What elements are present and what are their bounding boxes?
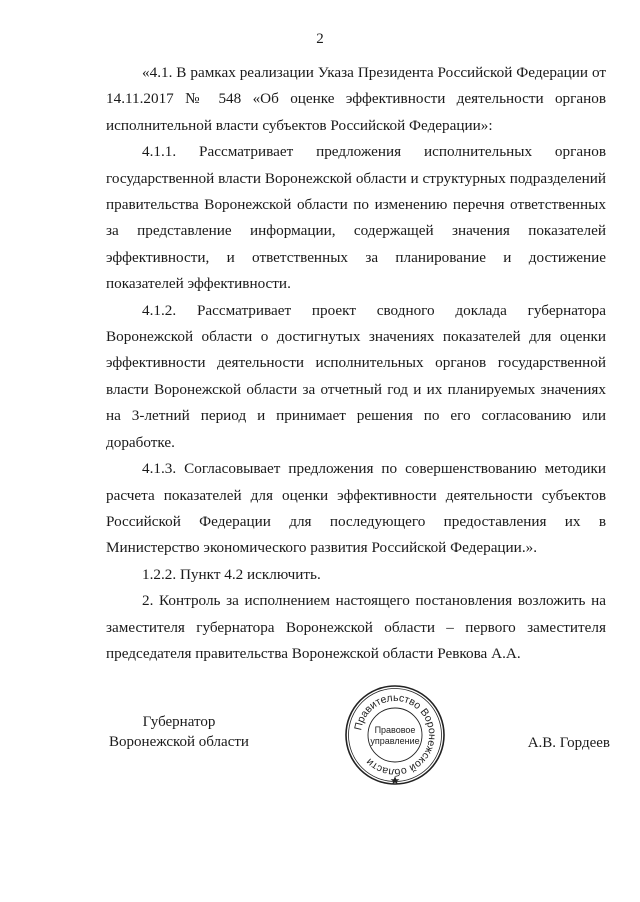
stamp-graphic xyxy=(343,683,447,787)
stamp-inner-ring xyxy=(368,708,422,762)
signatory-name: А.В. Гордеев xyxy=(527,735,610,751)
paragraph-4-1: «4.1. В рамках реализации Указа Президента Российской Федерации от 14.11.2017 № 548 «Об оценке эффективности деятельности органов исполнительной власти субъектов Российской Федерации»: xyxy=(106,64,606,134)
page-number: 2 xyxy=(316,31,324,47)
signatory-title xyxy=(104,712,254,752)
paragraph-4-1-3: 4.1.3. Согласовывает предложения по совершенствованию методики расчета показателей для оценки эффективности деятельности субъектов Российской Федерации для последующего предоставления их в Министерство экономического развития Российской Федерации.». xyxy=(106,460,606,557)
paragraph-2-control: 2. Контроль за исполнением настоящего постановления возложить на заместителя губернатора Воронежской области – первого заместителя председателя правительства Воронежской области Ревкова А.А. xyxy=(106,592,606,662)
paragraph-1-2-2: 1.2.2. Пункт 4.2 исключить. xyxy=(142,565,321,583)
legal-department-stamp xyxy=(343,683,447,787)
stamp-ring-text: Правительство Воронежской области xyxy=(352,691,439,779)
paragraph-4-1-1: 4.1.1. Рассматривает предложения исполнительных органов государственной власти Воронежской области и структурных подразделений правительства Воронежской области по изменению перечня ответственных за представление информации, содержащей значения показателей эффективности, и ответственных за планирование и достижение показателей эффективности. xyxy=(106,143,606,293)
stamp-center-line-1: Правовое xyxy=(374,725,416,735)
stamp-center-line-2: управление xyxy=(370,736,420,746)
paragraph-4-1-2: 4.1.2. Рассматривает проект сводного доклада губернатора Воронежской области о достигнутых значениях показателей для оценки эффективности деятельности исполнительных органов государственной власти Воронежской области за отчетный год и их планируемых значениях на 3-летний период и принимает решения по его согласованию или доработке. xyxy=(106,301,606,451)
document-body xyxy=(106,60,606,667)
signatory-title-line-1: Губернатор xyxy=(142,714,216,730)
signatory-title-line-2: Воронежской области xyxy=(109,734,249,750)
